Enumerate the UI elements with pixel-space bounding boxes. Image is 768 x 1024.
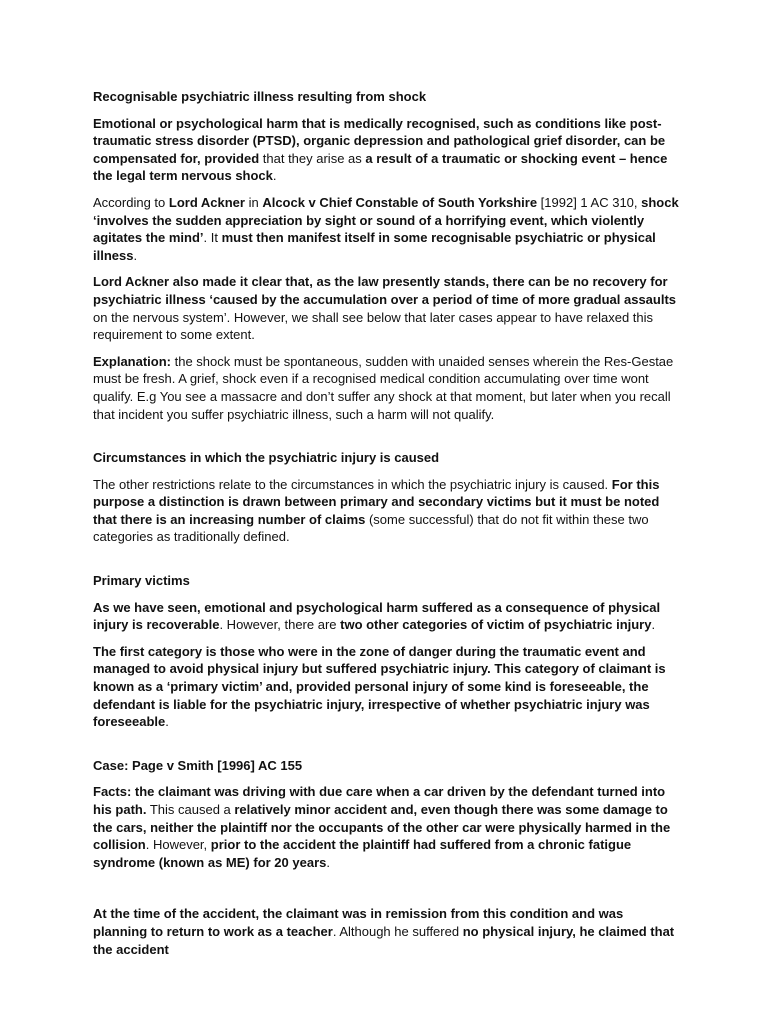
section-continuation — [93, 905, 679, 958]
text-run: . — [651, 617, 656, 633]
text-run: The other restrictions relate to the circumstances in which the psychiatric injury is caused. — [93, 476, 612, 492]
text-run: . It — [203, 230, 222, 246]
bold-run: For this purpose a distinction is drawn between primary and secondary victims but it must be noted that there is an increasing number of claims — [93, 476, 660, 527]
text-run: . — [272, 168, 277, 184]
text-run: . — [326, 854, 330, 870]
text-run: (some successful) that do not fit within these two categories as traditionally defined. — [93, 511, 649, 545]
bold-run: The first category is those who were in the zone of danger during the traumatic event and managed to avoid physical injury but suffered psychiatric injury. This category of claimant is known as a ‘primary victim’ and, provided personal injury of some kind is foreseeable, the defendant is liable for the psychiatric injury, irrespective of whether psychiatric injury was foreseeable — [93, 643, 666, 730]
bold-run: Alcock v Chief Constable of South Yorkshire — [262, 194, 538, 210]
section-circumstances — [93, 449, 679, 546]
bold-run: prior to the accident the plaintiff had suffered from a chronic fatigue syndrome (known as ME) for 20 years — [93, 837, 632, 870]
bold-run: Lord Ackner — [168, 194, 245, 210]
paragraph — [93, 353, 679, 423]
section-heading: Primary victims — [93, 573, 190, 589]
paragraph — [93, 783, 679, 871]
text-run: that they arise as — [259, 150, 366, 166]
bold-run: no physical injury, he claimed that the accident — [93, 923, 675, 957]
text-run: . — [165, 714, 169, 730]
bold-run: must then manifest itself in some recognisable psychiatric or physical illness — [93, 230, 656, 263]
section-primary-victims — [93, 572, 679, 731]
text-run: in — [244, 194, 263, 210]
bold-run: Explanation: — [93, 353, 172, 369]
text-run: According to — [93, 194, 169, 210]
section-case-page-v-smith — [93, 757, 679, 872]
bold-run: relatively minor accident and, even though there was some damage to the cars, neither the plaintiff nor the occupants of the other car were physically harmed in the collision — [93, 802, 671, 853]
text-run: on the nervous system’. However, we shall see below that later cases appear to have relaxed this requirement to some extent. — [93, 309, 654, 343]
document-body — [93, 88, 679, 967]
paragraph — [93, 643, 679, 731]
text-run: . Although he suffered — [332, 923, 463, 939]
paragraph — [93, 476, 679, 546]
bold-run: shock ‘involves the sudden appreciation by sight or sound of a horrifying event, which violently agitates the mind’ — [93, 194, 679, 246]
section-shock — [93, 88, 679, 423]
text-run: This caused a — [146, 802, 235, 817]
bold-run: two other categories of victim of psychiatric injury — [340, 617, 652, 633]
text-run: . However, — [145, 837, 211, 853]
bold-run: Emotional or psychological harm that is medically recognised, such as conditions like post-traumatic stress disorder (PTSD), organic depression and pathological grief disorder, can be compensated for, provided — [93, 115, 666, 166]
text-run: the shock must be spontaneous, sudden with unaided senses wherein the Res-Gestae must be fresh. A grief, shock even if a recognised medical condition accumulating over time wont qualify. E.g You see a massacre and don’t suffer any shock at that moment, but later when you recall that incident you suffer psychiatric illness, such a harm will not qualify. — [93, 353, 674, 422]
text-run: . However, there are — [219, 617, 341, 633]
paragraph — [93, 273, 679, 343]
paragraph — [93, 115, 679, 185]
bold-run: a result of a traumatic or shocking event – hence the legal term nervous shock — [93, 150, 668, 184]
section-heading: Case: Page v Smith [1996] AC 155 — [93, 757, 303, 773]
paragraph — [93, 599, 679, 634]
paragraph — [93, 905, 679, 958]
section-heading: Circumstances in which the psychiatric injury is caused — [93, 450, 440, 466]
bold-run: As we have seen, emotional and psychological harm suffered as a consequence of physical injury is recoverable — [93, 599, 661, 633]
bold-run: Facts: the claimant was driving with due care when a car driven by the defendant turned into his path. — [93, 784, 666, 817]
text-run: . — [133, 247, 138, 263]
paragraph — [93, 194, 679, 264]
text-run: [1992] 1 AC 310, — [537, 194, 642, 210]
bold-run: At the time of the accident, the claimant was in remission from this condition and was planning to return to work as a teacher — [93, 906, 624, 939]
bold-run: Lord Ackner also made it clear that, as the law presently stands, there can be no recovery for psychiatric illness ‘caused by the accumulation over a period of time of more gradual assaults — [93, 274, 677, 307]
section-heading: Recognisable psychiatric illness resulting from shock — [93, 89, 427, 104]
